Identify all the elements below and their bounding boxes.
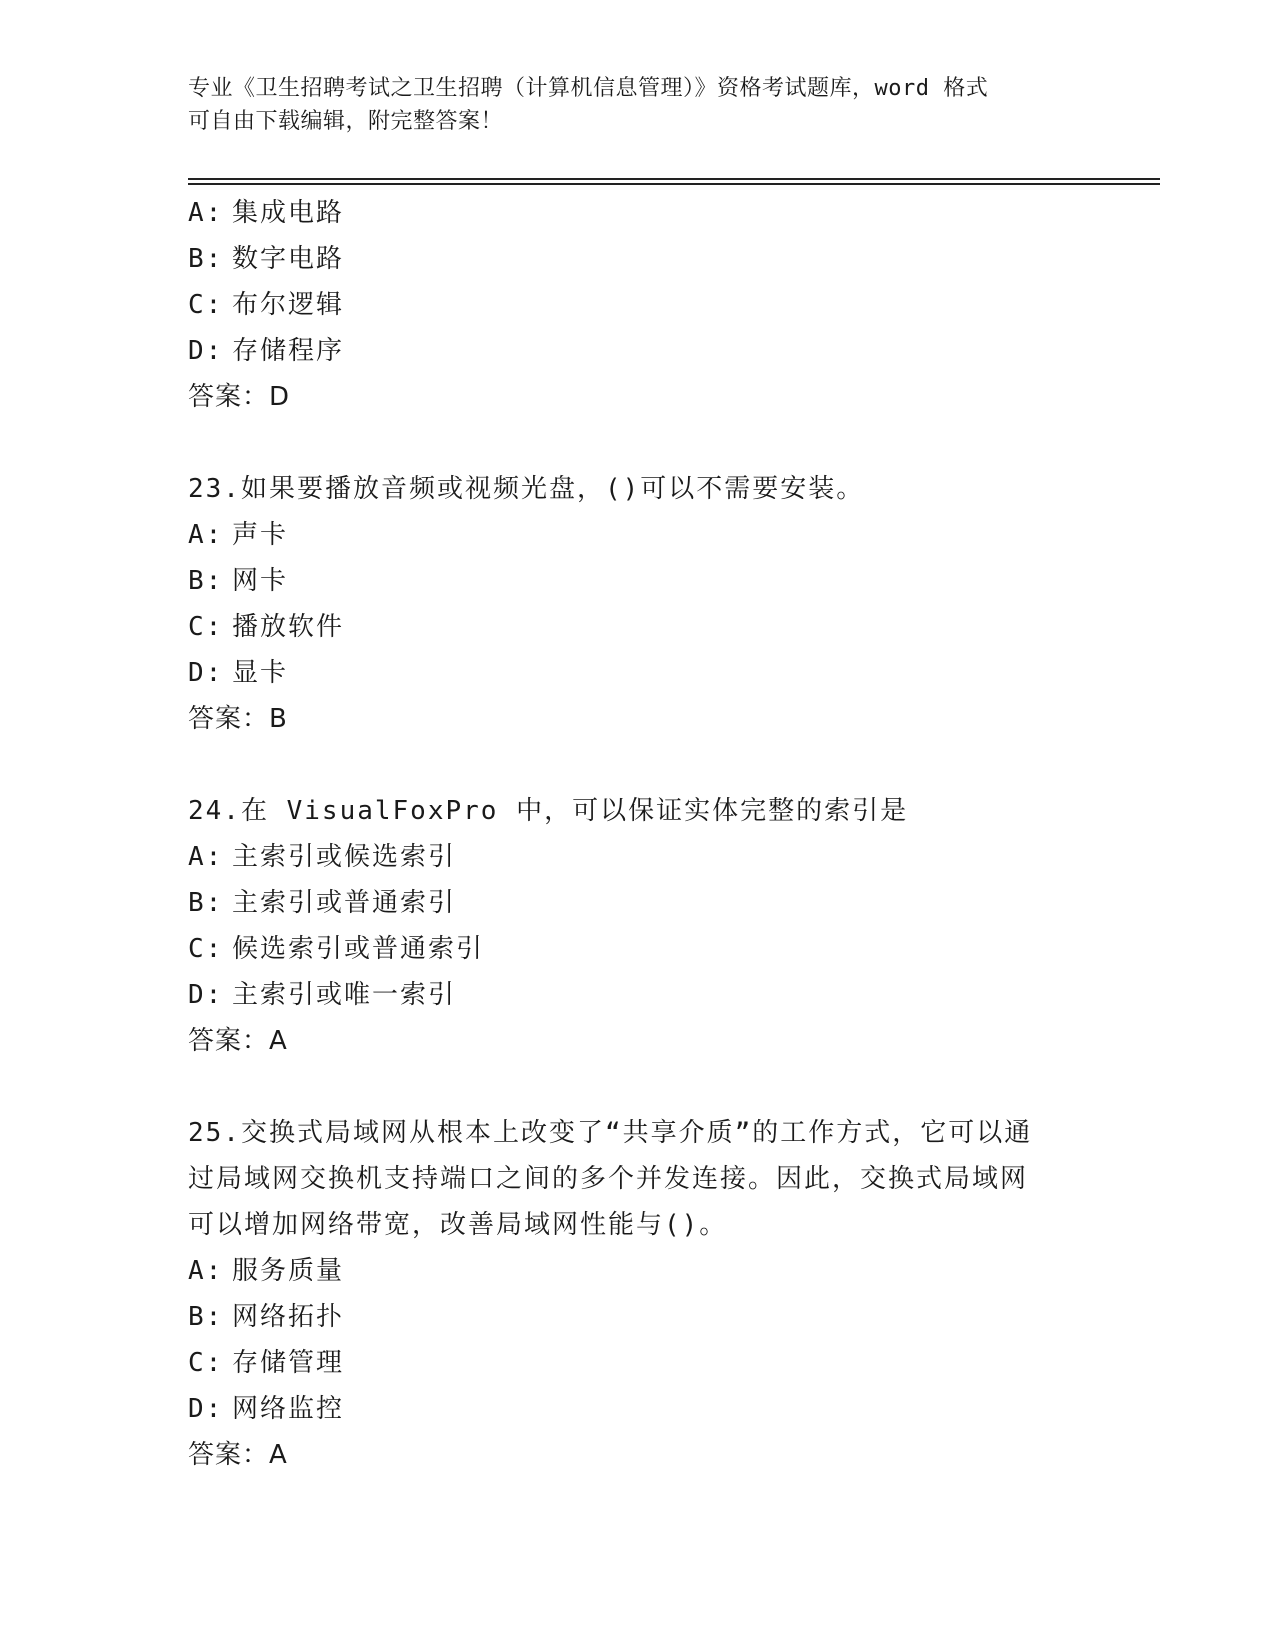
header-divider-bottom [188,183,1160,185]
answer-line: 答案：B [188,704,288,734]
option-a: A: 集成电路 [188,198,345,228]
option-d: D: 网络监控 [188,1394,345,1424]
option-b: B: 主索引或普通索引 [188,888,457,918]
question-stem-line-1: 25.交换式局域网从根本上改变了“共享介质”的工作方式，它可以通 [188,1118,1033,1148]
option-c: C: 候选索引或普通索引 [188,934,485,964]
option-c: C: 播放软件 [188,612,345,642]
question-list [188,190,1088,1478]
option-b: B: 网络拓扑 [188,1302,345,1332]
answer-line: 答案：D [188,382,291,412]
question-stem-line-3: 可以增加网络带宽，改善局域网性能与()。 [188,1210,728,1240]
option-a: A: 主索引或候选索引 [188,842,457,872]
question-stem: 23.如果要播放音频或视频光盘，()可以不需要安装。 [188,474,865,504]
question-stem-line-2: 过局域网交换机支持端口之间的多个并发连接。因此，交换式局域网 [188,1164,1029,1194]
option-a: A: 声卡 [188,520,289,550]
answer-line: 答案：A [188,1440,288,1470]
answer-line: 答案：A [188,1026,288,1056]
option-c: C: 布尔逻辑 [188,290,345,320]
question-22-partial [188,190,1088,420]
option-c: C: 存储管理 [188,1348,345,1378]
header-line-1: 专业《卫生招聘考试之卫生招聘（计算机信息管理）》资格考试题库，word 格式 [188,76,989,101]
option-b: B: 网卡 [188,566,289,596]
document-header [188,72,1088,138]
header-line-2: 可自由下载编辑，附完整答案！ [188,109,504,134]
question-23 [188,466,1088,742]
option-b: B: 数字电路 [188,244,345,274]
option-a: A: 服务质量 [188,1256,345,1286]
option-d: D: 存储程序 [188,336,345,366]
option-d: D: 显卡 [188,658,289,688]
question-24 [188,788,1088,1064]
option-d: D: 主索引或唯一索引 [188,980,457,1010]
question-25 [188,1110,1088,1478]
question-stem: 24.在 VisualFoxPro 中，可以保证实体完整的索引是 [188,796,909,826]
header-divider-top [188,178,1160,180]
